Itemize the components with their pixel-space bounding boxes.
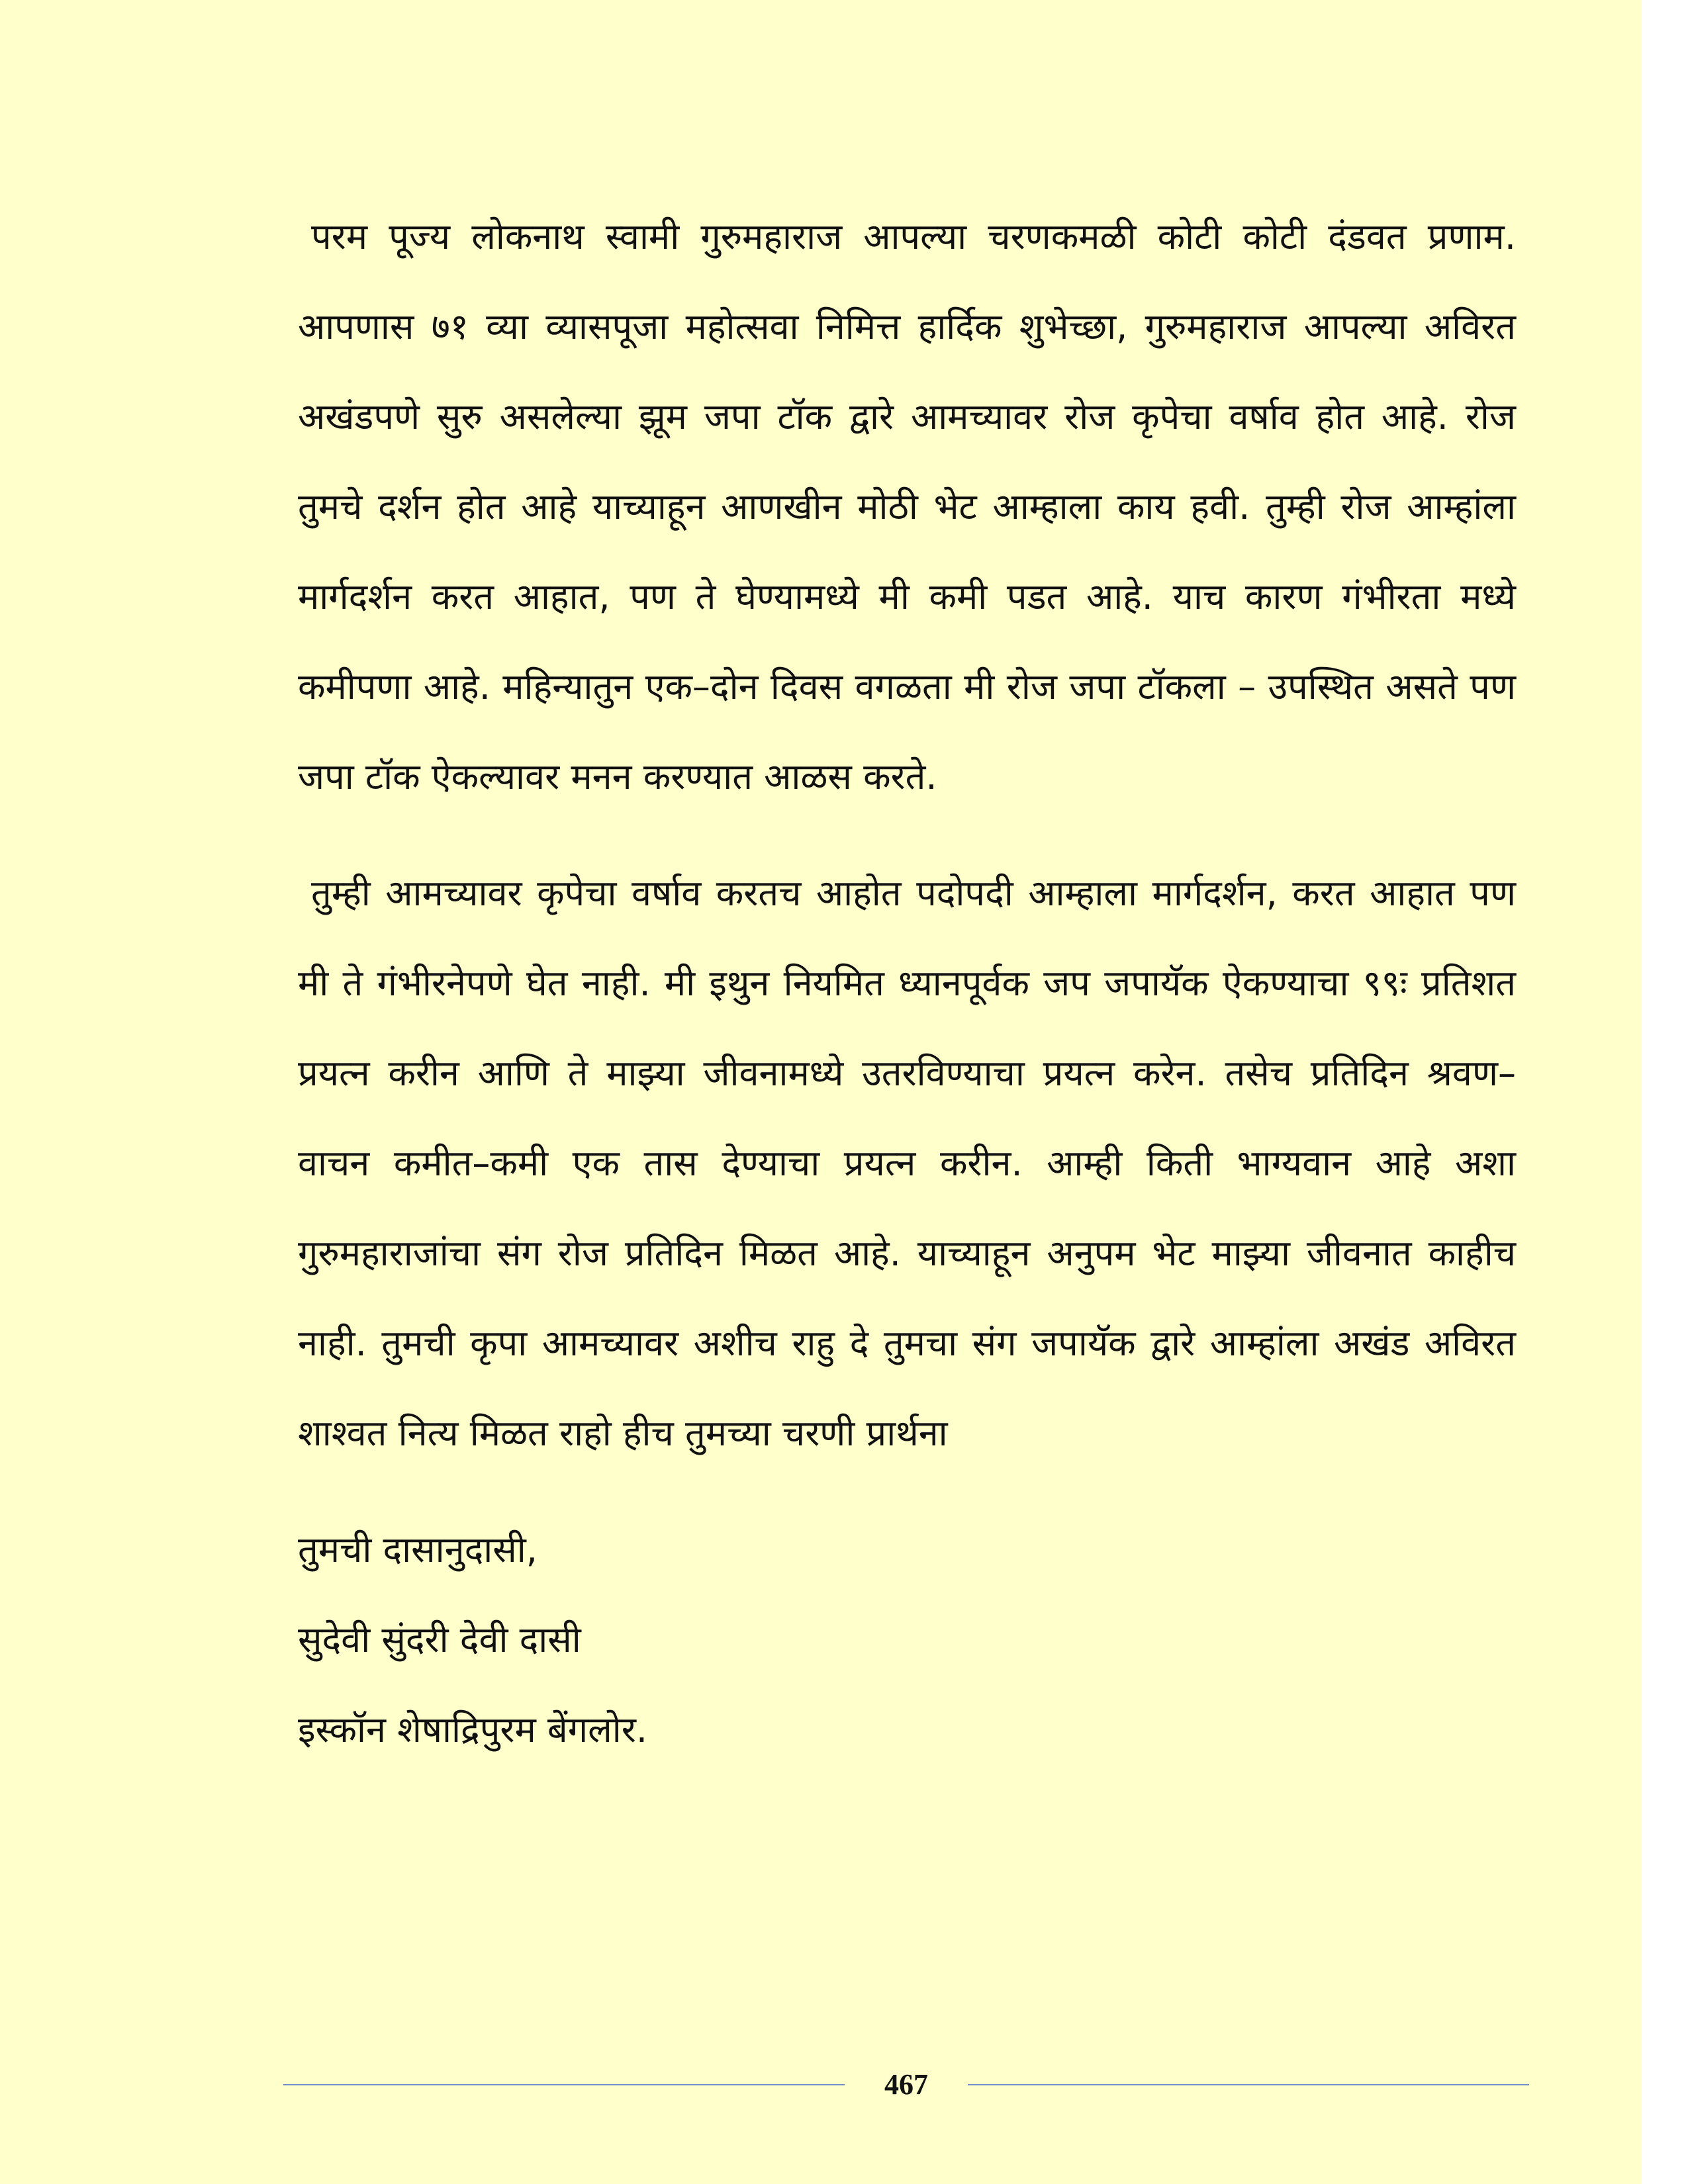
signature-name: सुदेवी सुंदरी देवी दासी — [298, 1619, 581, 1661]
letter-paragraph-1: परम पूज्य लोकनाथ स्वामी गुरुमहाराज आपल्या चरणकमळी कोटी कोटी दंडवत प्रणाम. आपणास ७१ व्या व्यासपूजा महोत्सवा निमित्त हार्दिक शुभेच्छा, गुरुमहाराज आपल्या अविरत अखंडपणे सुरु असलेल्या झूम जपा टॉक द्वारे आमच्यावर रोज कृपेचा वर्षाव होत आहे. रोज तुमचे दर्शन होत आहे याच्याहून आणखीन मोठी भेट आम्हाला काय हवी. तुम्ही रोज आम्हांला मार्गदर्शन करत आहात, पण ते घेण्यामध्ये मी कमी पडत आहे. याच कारण गंभीरता मध्ये कमीपणा आहे. महिन्यातुन एक–दोन दिवस वगळता मी रोज जपा टॉकला – उपस्थित असते पण जपा टॉक ऐकल्यावर मनन करण्यात आळस करते. — [298, 216, 1516, 797]
letter-body — [298, 192, 1516, 1775]
page-margin-right — [1642, 0, 1688, 2184]
page-footer — [0, 2065, 1642, 2105]
footer-rule-right — [968, 2084, 1529, 2085]
letter-paragraph-2: तुम्ही आमच्यावर कृपेचा वर्षाव करतच आहोत पदोपदी आम्हाला मार्गदर्शन, करत आहात पण मी ते गंभीरनेपणे घेत नाही. मी इथुन नियमित ध्यानपूर्वक जप जपायॅक ऐकण्याचा ९९ः प्रतिशत प्रयत्न करीन आणि ते माझ्या जीवनामध्ये उतरविण्याचा प्रयत्न करेन. तसेच प्रतिदिन श्रवण– वाचन कमीत–कमी एक तास देण्याचा प्रयत्न करीन. आम्ही किती भाग्यवान आहे अशा गुरुमहाराजांचा संग रोज प्रतिदिन मिळत आहे. याच्याहून अनुपम भेट माझ्या जीवनात काहीच नाही. तुमची कृपा आमच्यावर अशीच राहु दे तुमचा संग जपायॅक द्वारे आम्हांला अखंड अविरत शाश्वत नित्य मिळत राहो हीच तुमच्या चरणी प्रार्थना — [298, 872, 1516, 1454]
letter-closing: तुमची दासानुदासी, — [298, 1529, 538, 1570]
footer-rule-left — [283, 2084, 845, 2085]
signature-place: इस्कॉन शेषाद्रिपुरम बेंगलोर. — [298, 1709, 647, 1751]
page-number: 467 — [884, 2068, 928, 2101]
